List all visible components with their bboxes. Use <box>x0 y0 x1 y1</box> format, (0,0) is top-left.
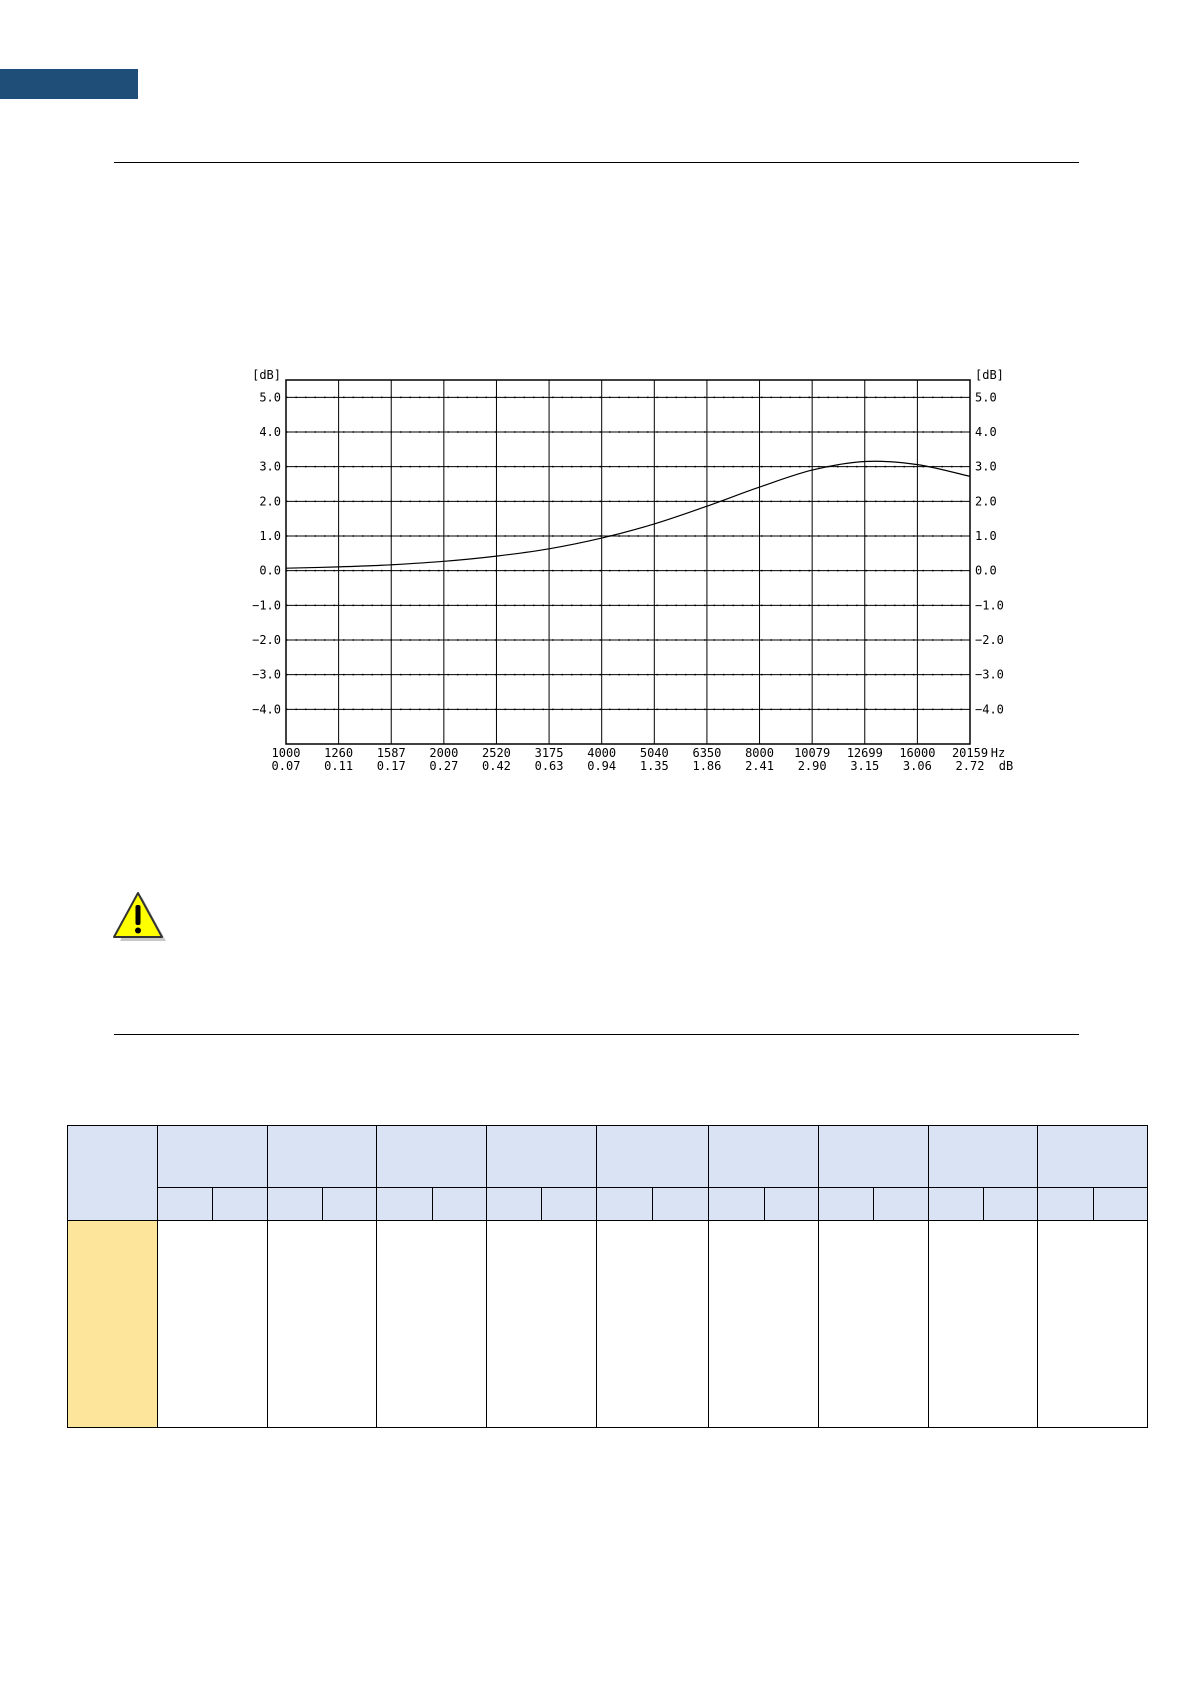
x-freq-label: 16000 <box>899 746 936 760</box>
x-freq-label: 20159 <box>951 746 989 760</box>
table-subcolumn-header <box>709 1188 764 1221</box>
y-tick-label-right: −1.0 <box>975 598 1004 613</box>
table-cell <box>158 1221 268 1428</box>
x-freq-label: 1260 <box>324 746 354 760</box>
y-tick-label-left: 2.0 <box>259 494 281 509</box>
table-cell <box>709 1221 819 1428</box>
table-group-header <box>709 1126 819 1188</box>
table-group-header <box>267 1126 377 1188</box>
table-subcolumn-header <box>432 1188 486 1221</box>
warning-triangle-icon <box>112 891 168 947</box>
x-db-label: 2.72 <box>955 759 985 773</box>
frequency-response-chart <box>0 0 1191 800</box>
y-tick-label-left: 4.0 <box>259 425 281 439</box>
y-tick-label-right: −2.0 <box>975 633 1004 647</box>
table-subcolumn-header <box>323 1188 377 1221</box>
y-axis-unit-left: [dB] <box>252 368 281 382</box>
x-freq-label: 1587 <box>376 746 406 760</box>
y-tick-label-right: −4.0 <box>975 702 1004 717</box>
y-tick-label-left: 1.0 <box>259 529 281 543</box>
table-subcolumn-header <box>267 1188 322 1221</box>
x-db-label: 0.27 <box>429 759 459 773</box>
table-subcolumn-header <box>1038 1188 1093 1221</box>
table-cell <box>487 1221 597 1428</box>
x-freq-label: 12699 <box>846 746 883 760</box>
y-axis-unit-right: [dB] <box>975 368 1004 382</box>
table-subcolumn-header <box>874 1188 928 1221</box>
x-freq-label: 2000 <box>429 746 459 760</box>
y-tick-label-left: 0.0 <box>259 563 281 578</box>
y-tick-label-left: 5.0 <box>259 390 281 405</box>
x-freq-label: 10079 <box>794 746 831 760</box>
x-freq-label: 6350 <box>692 746 722 760</box>
table-subcolumn-header <box>653 1188 709 1221</box>
response-curve <box>286 461 970 568</box>
y-tick-label-left: −3.0 <box>252 667 281 682</box>
y-tick-label-right: 5.0 <box>975 390 997 405</box>
table-cell <box>377 1221 487 1428</box>
table-subcolumn-header <box>1093 1188 1147 1221</box>
x-db-label: 0.94 <box>587 759 617 773</box>
x-axis-unit-db: dB <box>998 759 1014 773</box>
y-tick-label-right: 2.0 <box>975 494 997 509</box>
x-db-label: 0.63 <box>534 759 564 773</box>
x-db-label: 0.11 <box>324 759 354 773</box>
x-db-label: 1.86 <box>692 759 722 773</box>
x-db-label: 0.17 <box>376 759 406 773</box>
table-subcolumn-header <box>764 1188 818 1221</box>
y-tick-label-left: 3.0 <box>259 459 281 474</box>
table-subcolumn-header <box>542 1188 596 1221</box>
x-db-label: 0.07 <box>271 759 301 773</box>
x-freq-label: 2520 <box>482 746 511 760</box>
y-tick-label-right: 3.0 <box>975 459 997 474</box>
table-group-header <box>158 1126 268 1188</box>
table-row-header <box>68 1221 158 1428</box>
table-subcolumn-header <box>596 1188 652 1221</box>
table-group-header <box>596 1126 709 1188</box>
y-tick-label-right: 0.0 <box>975 563 997 578</box>
section-rule-bottom <box>114 1034 1079 1035</box>
y-tick-label-left: −2.0 <box>252 633 281 647</box>
table-subcolumn-header <box>487 1188 542 1221</box>
table-subcolumn-header <box>377 1188 432 1221</box>
y-tick-label-left: −4.0 <box>252 702 281 717</box>
x-axis-unit-hz: Hz <box>990 746 1006 760</box>
x-freq-label: 4000 <box>587 746 617 760</box>
x-freq-label: 8000 <box>745 746 774 760</box>
table-corner-header <box>68 1126 158 1221</box>
x-freq-label: 3175 <box>534 746 564 760</box>
x-db-label: 3.06 <box>902 759 932 773</box>
data-table <box>67 1125 1148 1428</box>
plot-frame <box>286 380 970 744</box>
table-subcolumn-header <box>983 1188 1037 1221</box>
table-cell <box>818 1221 928 1428</box>
y-tick-label-right: 1.0 <box>975 529 997 543</box>
x-db-label: 3.15 <box>850 759 880 773</box>
table-cell <box>267 1221 377 1428</box>
table-cell <box>928 1221 1038 1428</box>
table-group-header <box>818 1126 928 1188</box>
x-freq-label: 1000 <box>271 746 301 760</box>
x-db-label: 1.35 <box>639 759 669 773</box>
table-group-header <box>928 1126 1038 1188</box>
y-tick-label-left: −1.0 <box>252 598 281 613</box>
y-tick-label-right: −3.0 <box>975 667 1004 682</box>
table-subcolumn-header <box>818 1188 873 1221</box>
x-db-label: 2.90 <box>797 759 827 773</box>
table-group-header <box>377 1126 487 1188</box>
table-subcolumn-header <box>213 1188 267 1221</box>
table-cell <box>1038 1221 1148 1428</box>
table-group-header <box>487 1126 597 1188</box>
table-subcolumn-header <box>928 1188 983 1221</box>
x-db-label: 0.42 <box>482 759 511 773</box>
x-db-label: 2.41 <box>745 759 774 773</box>
table-cell <box>596 1221 709 1428</box>
x-freq-label: 5040 <box>639 746 669 760</box>
table-group-header <box>1038 1126 1148 1188</box>
y-tick-label-right: 4.0 <box>975 425 997 439</box>
table-subcolumn-header <box>158 1188 213 1221</box>
